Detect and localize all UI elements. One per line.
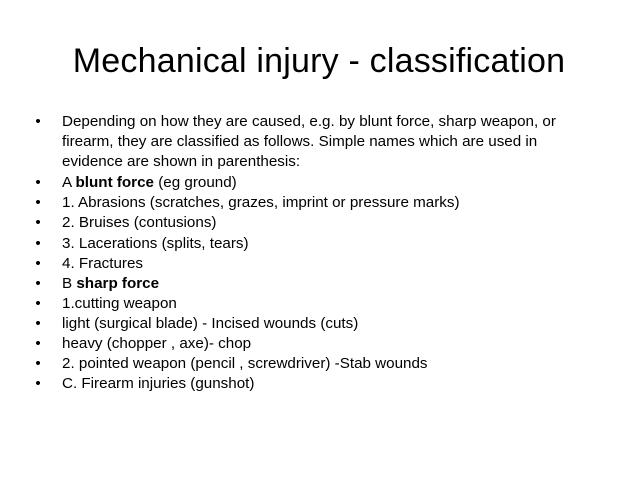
bullet-icon: •: [35, 194, 41, 212]
list-item: [32, 374, 602, 394]
bullet-icon: •: [35, 294, 41, 312]
item-text: light (surgical blade) - Incised wounds (cuts): [62, 314, 359, 332]
bullet-icon: •: [35, 375, 41, 393]
item-text: 4. Fractures: [62, 254, 144, 272]
list-item: [32, 354, 602, 374]
list-item: [32, 274, 602, 294]
item-text: 2. Bruises (contusions): [62, 214, 217, 232]
bullet-icon: •: [35, 254, 41, 272]
bullet-icon: •: [35, 335, 41, 353]
item-text: 1.cutting weapon: [62, 294, 177, 312]
list-item: [32, 234, 602, 254]
bullet-icon: •: [35, 174, 41, 192]
list-item: [32, 193, 602, 213]
bullet-icon: •: [35, 274, 41, 292]
bullet-icon: •: [35, 314, 41, 332]
item-text: 3. Lacerations (splits, tears): [62, 234, 249, 252]
list-item: [32, 213, 602, 233]
item-text: B: [62, 274, 77, 292]
item-text: 1. Abrasions (scratches, grazes, imprint or pressure marks): [62, 194, 460, 212]
bullet-icon: •: [35, 113, 41, 130]
item-text: C. Firearm injuries (gunshot): [62, 375, 255, 393]
list-item: [32, 334, 602, 354]
bullet-icon: •: [35, 355, 41, 373]
item-text: Depending on how they are caused, e.g. by blunt force, sharp weapon, or firearm, they are classified as follows. Simple names which are used in evidence are shown in parenthesis:: [62, 113, 556, 171]
list-item: [32, 314, 602, 334]
item-emphasis: sharp force: [76, 274, 160, 292]
bullet-list: [32, 112, 602, 394]
slide-title: Mechanical injury - classification: [72, 42, 566, 80]
bullet-icon: •: [35, 234, 41, 252]
item-text: heavy (chopper , axe)- chop: [62, 335, 252, 353]
list-item: [32, 294, 602, 314]
item-emphasis: blunt force: [75, 174, 154, 192]
bullet-icon: •: [35, 214, 41, 232]
item-text-suffix: (eg ground): [153, 174, 237, 192]
list-item: [32, 112, 602, 172]
list-item: [32, 254, 602, 274]
list-item: [32, 173, 602, 193]
item-text: A: [62, 174, 76, 192]
item-text: 2. pointed weapon (pencil , screwdriver) -Stab wounds: [62, 355, 428, 373]
